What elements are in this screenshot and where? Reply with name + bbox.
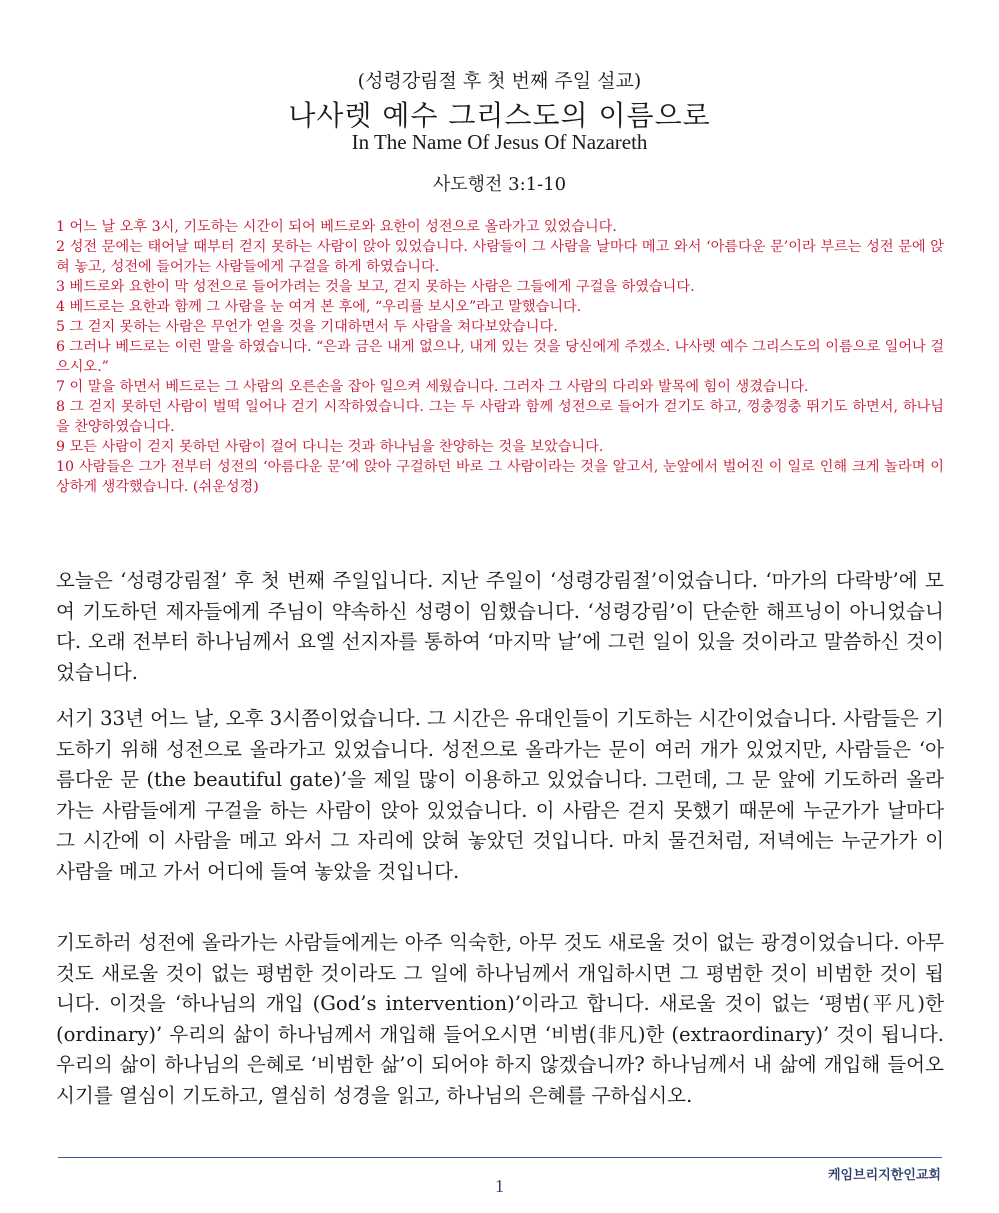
body-paragraph: 서기 33년 어느 날, 오후 3시쯤이었습니다. 그 시간은 유대인들이 기도하는 시간이었습니다. 사람들은 기도하기 위해 성전으로 올라가고 있었습니다. 성전으로 올라가는 문이 여러 개가 있었지만, 사람들은 ‘아름다운 문 (the beautiful gate)’을 제일 많이 이용하고 있었습니다. 그런데, 그 문 앞에 기도하러 올라가는 사람들에게 구걸을 하는 사람이 앉아 있었습니다. 이 사람은 걷지 못했기 때문에 누군가가 날마다 그 시간에 이 사람을 메고 와서 그 자리에 앉혀 놓았던 것입니다. 마치 물건처럼, 저녁에는 누군가가 이 사람을 메고 가서 어디에 들여 놓았을 것입니다. [56, 707, 944, 883]
scripture-verse: 9 모든 사람이 걷지 못하던 사람이 걸어 다니는 것과 하나님을 찬양하는 것을 보았습니다. [56, 439, 604, 455]
footer-divider [58, 1157, 942, 1158]
scripture-passage [56, 217, 944, 497]
scripture-verse: 6 그러나 베드로는 이런 말을 하였습니다. “은과 금은 내게 없으나, 내게 있는 것을 당신에게 주겠소. 나사렛 예수 그리스도의 이름으로 일어나 걸으시오.” [56, 339, 944, 375]
scripture-verse: 2 성전 문에는 태어날 때부터 걷지 못하는 사람이 앉아 있었습니다. 사람들이 그 사람을 날마다 메고 와서 ‘아름다운 문’이라 부르는 성전 문에 앉혀 놓고, 성전에 들어가는 사람들에게 구걸을 하게 하였습니다. [56, 239, 944, 275]
page-number: 1 [495, 1176, 504, 1196]
scripture-verse: 3 베드로와 요한이 막 성전으로 들어가려는 것을 보고, 걷지 못하는 사람은 그들에게 구걸을 하였습니다. [56, 279, 695, 295]
scripture-verse: 4 베드로는 요한과 함께 그 사람을 눈 여겨 본 후에, “우리를 보시오”라고 말했습니다. [56, 299, 582, 315]
church-name: 케임브리지한인교회 [827, 1168, 941, 1183]
sermon-subtitle: (성령강림절 후 첫 번째 주일 설교) [357, 70, 642, 92]
scripture-verse: 1 어느 날 오후 3시, 기도하는 시간이 되어 베드로와 요한이 성전으로 올라가고 있었습니다. [56, 219, 617, 235]
scripture-verse: 8 그 걷지 못하던 사람이 벌떡 일어나 걷기 시작하였습니다. 그는 두 사람과 함께 성전으로 들어가 걷기도 하고, 껑충껑충 뛰기도 하면서, 하나님을 찬양하였습니다. [56, 399, 944, 435]
scripture-reference: 사도행전 3:1-10 [432, 174, 567, 195]
body-paragraph: 오늘은 ‘성령강림절’ 후 첫 번째 주일입니다. 지난 주일이 ‘성령강림절’이었습니다. ‘마가의 다락방’에 모여 기도하던 제자들에게 주님이 약속하신 성령이 임했습니다. ‘성령강림’이 단순한 해프닝이 아니었습니다. 오래 전부터 하나님께서 요엘 선지자를 통하여 ‘마지막 날’에 그런 일이 있을 것이라고 말씀하신 것이었습니다. [56, 569, 944, 684]
scripture-verse: 5 그 걷지 못하는 사람은 무언가 얻을 것을 기대하면서 두 사람을 쳐다보았습니다. [56, 319, 558, 335]
scripture-verse: 10 사람들은 그가 전부터 성전의 ‘아름다운 문’에 앉아 구걸하던 바로 그 사람이라는 것을 알고서, 눈앞에서 벌어진 이 일로 인해 크게 놀라며 이상하게 생각했습니다. (쉬운성경) [56, 459, 944, 495]
scripture-verse: 7 이 말을 하면서 베드로는 그 사람의 오른손을 잡아 일으켜 세웠습니다. 그러자 그 사람의 다리와 발목에 힘이 생겼습니다. [56, 379, 809, 395]
english-title: In The Name Of Jesus Of Nazareth [351, 130, 648, 154]
sermon-title: 나사렛 예수 그리스도의 이름으로 [288, 99, 711, 132]
body-paragraph: 기도하러 성전에 올라가는 사람들에게는 아주 익숙한, 아무 것도 새로울 것이 없는 광경이었습니다. 아무 것도 새로울 것이 없는 평범한 것이라도 그 일에 하나님께서 개입하시면 그 평범한 것이 비범한 것이 됩니다. 이것을 ‘하나님의 개입 (God’s intervention)’이라고 합니다. 새로울 것이 없는 ‘평범(平凡)한 (ordinary)’ 우리의 삶이 하나님께서 개입해 들어오시면 ‘비범(非凡)한 (extraordinary)’ 것이 됩니다. 우리의 삶이 하나님의 은혜로 ‘비범한 삶’이 되어야 하지 않겠습니까? 하나님께서 내 삶에 개입해 들어오시기를 열심이 기도하고, 열심히 성경을 읽고, 하나님의 은혜를 구하십시오. [56, 931, 944, 1107]
